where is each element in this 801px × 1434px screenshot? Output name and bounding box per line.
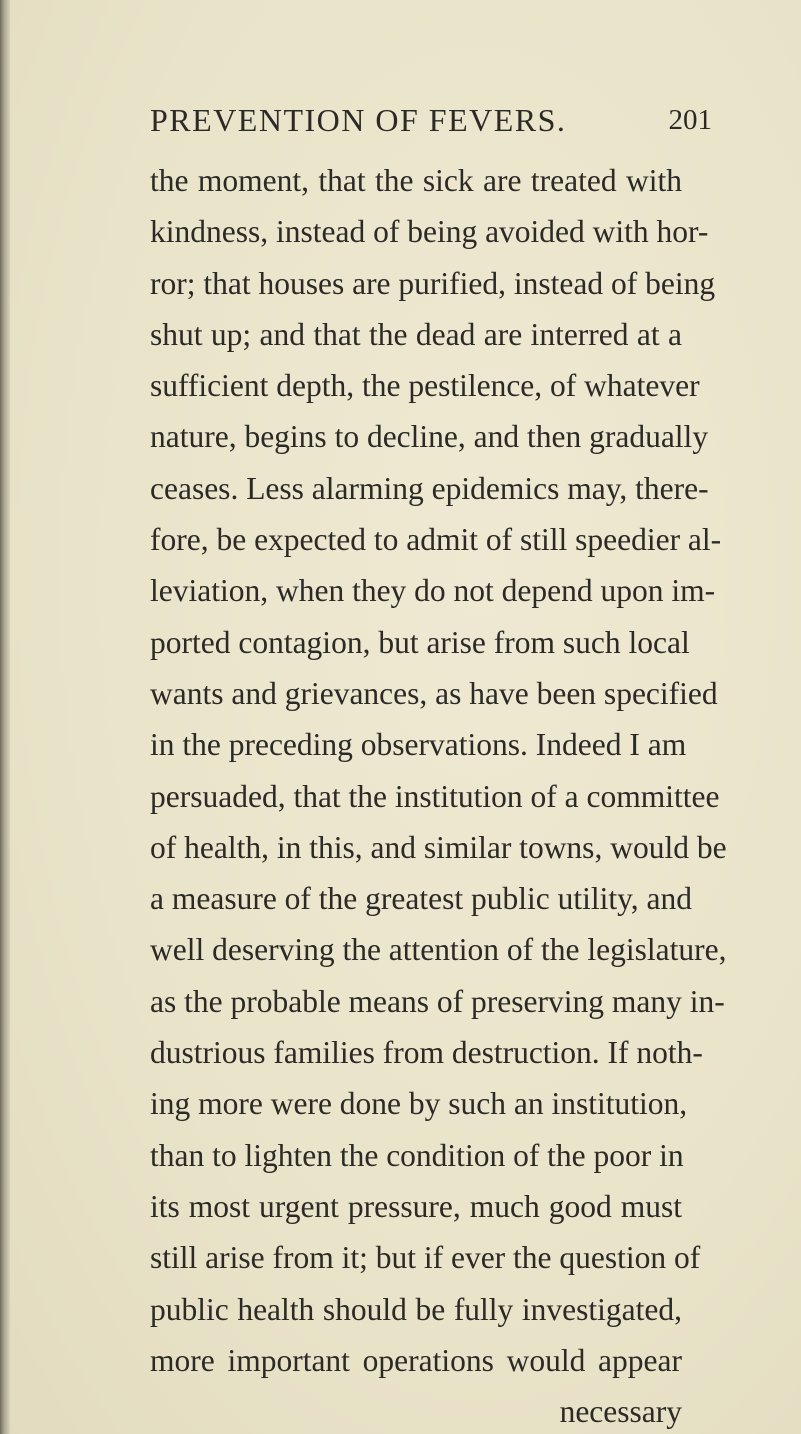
page-binding-edge <box>0 0 10 1434</box>
text-line: persuaded, that the institution of a committee <box>150 778 720 814</box>
text-line: sufficient depth, the pestilence, of whatever <box>150 368 700 404</box>
text-line: the moment, that the sick are treated with <box>150 163 682 198</box>
text-line: more important operations would appear <box>150 1342 682 1378</box>
running-head <box>150 102 720 142</box>
body-text <box>150 155 727 1434</box>
text-line: ror; that houses are purified, instead of being <box>150 265 716 301</box>
text-line: in the preceding observations. Indeed I am <box>150 727 687 763</box>
text-line: its most urgent pressure, much good must <box>150 1188 682 1224</box>
text-line: dustrious families from destruction. If noth- <box>150 1035 703 1071</box>
text-line: shut up; and that the dead are interred at a <box>150 316 682 352</box>
text-line: ing more were done by such an institution, <box>150 1086 688 1122</box>
catchword: necessary <box>559 1394 682 1430</box>
text-line: nature, begins to decline, and then gradually <box>150 419 709 455</box>
text-line: kindness, instead of being avoided with hor- <box>150 214 709 250</box>
text-line: as the probable means of preserving many in- <box>150 983 725 1019</box>
text-line: leviation, when they do not depend upon im- <box>150 573 716 609</box>
text-line: than to lighten the condition of the poor in <box>150 1137 684 1173</box>
text-line: a measure of the greatest public utility, and <box>150 881 693 917</box>
text-line: well deserving the attention of the legislature, <box>150 932 727 968</box>
text-line: wants and grievances, as have been specified <box>150 675 718 711</box>
text-line: public health should be fully investigated, <box>150 1291 682 1327</box>
text-line: still arise from it; but if ever the question of <box>150 1240 701 1276</box>
text-line: fore, be expected to admit of still speedier al- <box>150 522 722 558</box>
text-line: of health, in this, and similar towns, would be <box>150 829 727 865</box>
page-number: 201 <box>668 104 712 136</box>
text-line: ceases. Less alarming epidemics may, there- <box>150 470 709 506</box>
text-line: ported contagion, but arise from such local <box>150 624 690 660</box>
running-title: PREVENTION OF FEVERS. <box>150 102 567 138</box>
